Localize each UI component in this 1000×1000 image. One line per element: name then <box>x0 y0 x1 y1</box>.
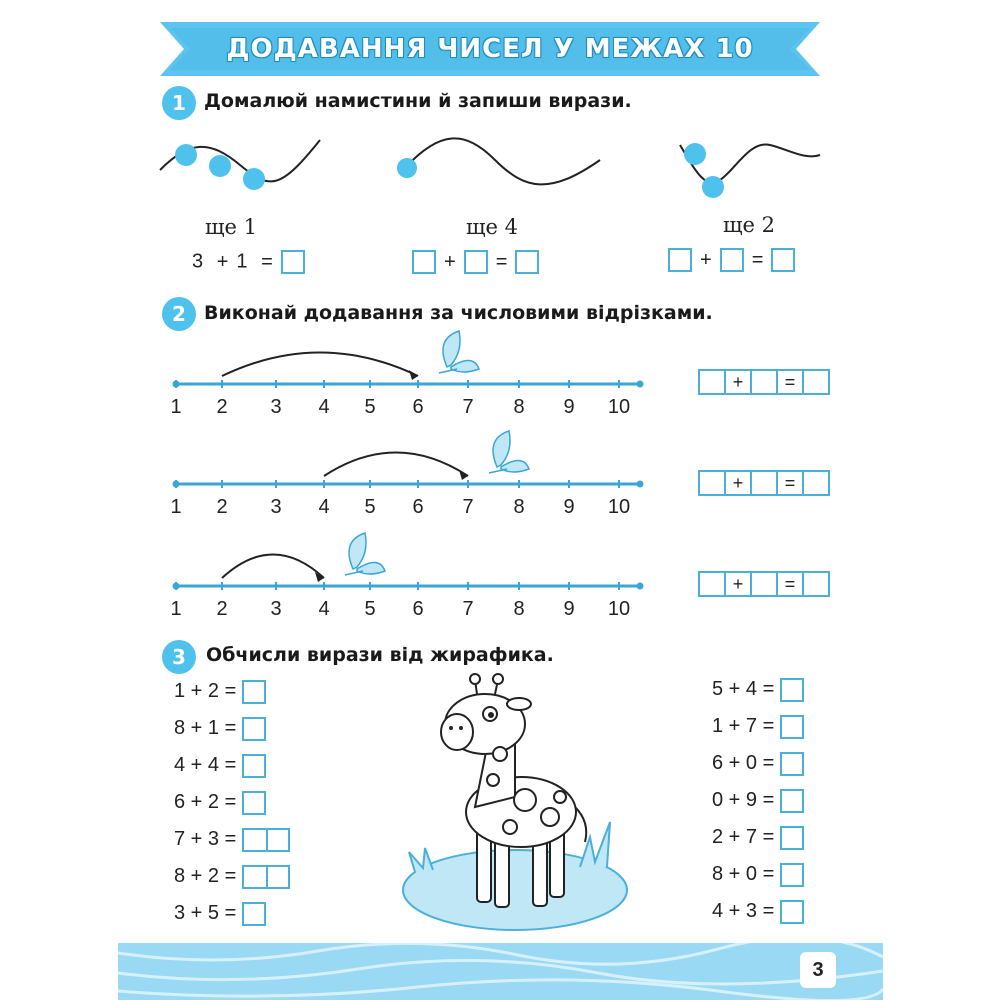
butterfly-icon <box>489 431 529 473</box>
answer-box[interactable] <box>242 717 266 741</box>
tick-label: 6 <box>412 598 424 620</box>
tick-label: 10 <box>607 496 631 518</box>
tick-label: 8 <box>513 496 525 518</box>
bead-expression-2 <box>412 250 539 274</box>
expression-row <box>712 863 804 887</box>
answer-box[interactable] <box>780 678 804 702</box>
butterfly-icon <box>345 533 385 575</box>
expression-text: 6 + 2 = <box>174 791 237 814</box>
expression-text: 1 + 7 = <box>712 715 775 738</box>
expression-text: 2 + 7 = <box>712 826 775 849</box>
jump-arc <box>222 555 324 579</box>
grid-cell[interactable] <box>700 371 726 393</box>
jump-arc <box>324 453 468 477</box>
bottom-wave-band <box>118 943 883 1000</box>
task-1-text: Домалюй намистини й запиши вирази. <box>204 90 632 112</box>
answer-box[interactable] <box>242 902 266 926</box>
expression-text: 3 + 5 = <box>174 902 237 925</box>
plus-sign: + <box>700 248 712 271</box>
answer-box[interactable] <box>780 752 804 776</box>
answer-box[interactable] <box>668 248 692 272</box>
equals-sign: = <box>261 250 273 273</box>
expression-text: 0 + 9 = <box>712 789 775 812</box>
expression-row <box>174 902 266 926</box>
bead-hint-1: ще 1 <box>205 215 257 239</box>
tick-label: 3 <box>270 598 282 620</box>
expression-row <box>174 828 290 852</box>
expression-text: 6 + 0 = <box>712 752 775 775</box>
tick-label: 2 <box>216 598 228 620</box>
answer-box[interactable] <box>720 248 744 272</box>
tick-label: 4 <box>318 496 330 518</box>
number-line-1 <box>160 324 680 404</box>
answer-grid-2[interactable] <box>698 470 830 496</box>
bead-hint-2: ще 4 <box>466 215 518 239</box>
expression-text: 1 + 2 = <box>174 680 237 703</box>
number-line-endpoint <box>637 381 644 388</box>
grid-equals: = <box>778 472 804 494</box>
answer-box[interactable] <box>780 789 804 813</box>
answer-box[interactable] <box>242 865 290 889</box>
tick-label: 7 <box>462 396 474 418</box>
bead-expression-3 <box>668 248 795 272</box>
answer-box[interactable] <box>515 250 539 274</box>
bead-hint-3: ще 2 <box>723 213 775 237</box>
answer-box[interactable] <box>242 828 290 852</box>
expression-row <box>174 865 290 889</box>
answer-box[interactable] <box>242 680 266 704</box>
answer-box[interactable] <box>780 863 804 887</box>
bead <box>684 143 706 165</box>
expression-row <box>712 715 804 739</box>
expression-row <box>712 789 804 813</box>
tick-label: 8 <box>513 396 525 418</box>
tick-label: 10 <box>607 598 631 620</box>
equals-sign: = <box>495 250 508 273</box>
tick-label: 2 <box>216 396 228 418</box>
bead <box>397 158 417 178</box>
grid-cell[interactable] <box>700 573 726 595</box>
grid-cell[interactable] <box>804 371 828 393</box>
expression-row <box>712 752 804 776</box>
bead <box>175 144 197 166</box>
number-line-2 <box>160 424 680 504</box>
expression-text: 8 + 1 = <box>174 717 237 740</box>
grid-equals: = <box>778 371 804 393</box>
bead <box>702 176 724 198</box>
tick-label: 3 <box>270 496 282 518</box>
tick-label: 6 <box>412 496 424 518</box>
bead <box>209 155 231 177</box>
tick-label: 8 <box>513 598 525 620</box>
grid-plus: + <box>726 472 752 494</box>
answer-box[interactable] <box>242 754 266 778</box>
expression-row <box>174 680 266 704</box>
tick-label: 7 <box>462 496 474 518</box>
equals-sign: = <box>751 248 764 271</box>
number-line-endpoint <box>637 481 644 488</box>
number-line-endpoint <box>637 583 644 590</box>
tick-label: 7 <box>462 598 474 620</box>
task-3-text: Обчисли вирази від жирафика. <box>206 644 554 666</box>
grid-cell[interactable] <box>804 472 828 494</box>
page-number: 3 <box>800 952 836 988</box>
plus-sign: + <box>216 250 229 273</box>
tick-label: 5 <box>364 598 376 620</box>
grid-cell[interactable] <box>752 472 778 494</box>
expression-text: 8 + 2 = <box>174 865 237 888</box>
answer-box[interactable] <box>780 900 804 924</box>
tick-label: 6 <box>412 396 424 418</box>
operand-a: 3 <box>192 250 204 273</box>
title-banner <box>160 18 820 80</box>
number-line-3 <box>160 526 680 606</box>
expression-row <box>712 900 804 924</box>
bead-expression-1 <box>192 250 305 274</box>
expression-text: 4 + 3 = <box>712 900 775 923</box>
page-title: ДОДАВАННЯ ЧИСЕЛ У МЕЖАХ 10 <box>226 34 754 64</box>
tick-label: 9 <box>563 496 575 518</box>
tick-label: 4 <box>318 396 330 418</box>
grid-cell[interactable] <box>700 472 726 494</box>
answer-box[interactable] <box>242 791 266 815</box>
tick-label: 3 <box>270 396 282 418</box>
tick-label: 1 <box>170 496 182 518</box>
grid-cell[interactable] <box>752 371 778 393</box>
grid-cell[interactable] <box>752 573 778 595</box>
expression-row <box>712 826 804 850</box>
task-3-number: 3 <box>162 640 196 674</box>
tick-label: 2 <box>216 496 228 518</box>
plus-sign: + <box>444 250 456 273</box>
tick-label: 5 <box>364 496 376 518</box>
expression-row <box>174 754 266 778</box>
tick-label: 9 <box>563 396 575 418</box>
answer-box[interactable] <box>464 250 488 274</box>
task-2-text: Виконай додавання за числовими відрізками. <box>204 302 713 324</box>
tick-label: 4 <box>318 598 330 620</box>
answer-box[interactable] <box>281 250 305 274</box>
expression-text: 7 + 3 = <box>174 828 237 851</box>
answer-grid-3[interactable] <box>698 571 830 597</box>
expression-row <box>174 791 266 815</box>
tick-label: 5 <box>364 396 376 418</box>
operand-b: 1 <box>236 250 248 273</box>
butterfly-icon <box>439 331 479 373</box>
tick-label: 1 <box>170 396 182 418</box>
expression-text: 4 + 4 = <box>174 754 237 777</box>
grid-equals: = <box>778 573 804 595</box>
expression-text: 8 + 0 = <box>712 863 775 886</box>
answer-box[interactable] <box>412 250 436 274</box>
tick-label: 9 <box>563 598 575 620</box>
expression-row <box>712 678 804 702</box>
expression-text: 5 + 4 = <box>712 678 775 701</box>
tick-label: 10 <box>607 396 631 418</box>
grid-plus: + <box>726 371 752 393</box>
tick-label: 1 <box>170 598 182 620</box>
answer-box[interactable] <box>771 248 795 272</box>
grid-cell[interactable] <box>804 573 828 595</box>
answer-box[interactable] <box>780 826 804 850</box>
answer-grid-1[interactable] <box>698 369 830 395</box>
expression-row <box>174 717 266 741</box>
task-1-number: 1 <box>162 86 196 120</box>
bead <box>243 168 265 190</box>
jump-arc <box>222 353 418 377</box>
grid-plus: + <box>726 573 752 595</box>
bead-strings <box>150 130 840 200</box>
answer-box[interactable] <box>780 715 804 739</box>
giraffe-illustration <box>395 672 635 944</box>
task-2-number: 2 <box>162 297 196 331</box>
